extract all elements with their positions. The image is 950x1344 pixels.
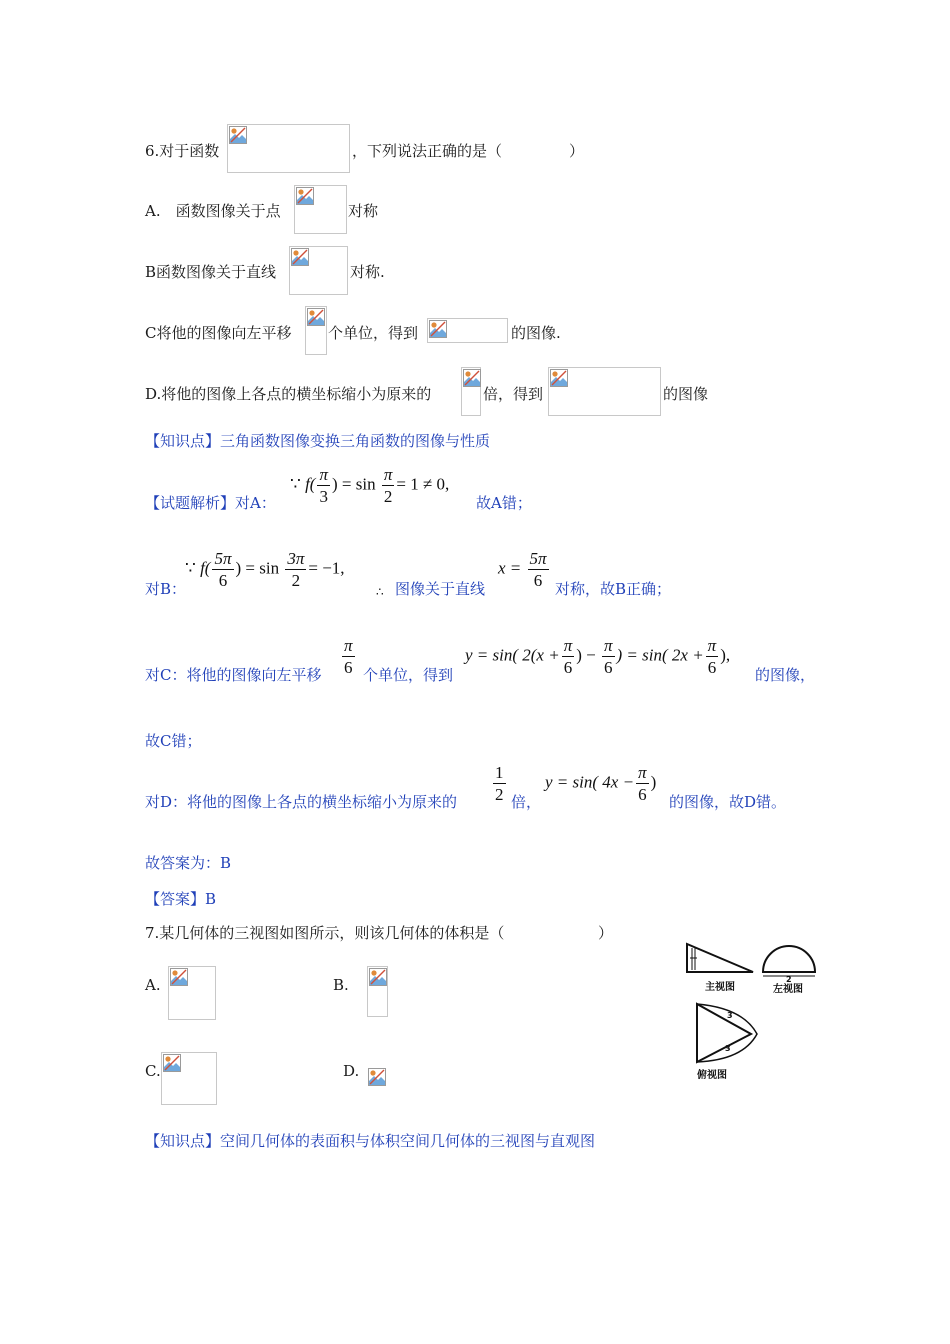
left-view <box>763 946 815 976</box>
broken-image-icon <box>170 968 188 986</box>
q6-solution-b-mid: 图像关于直线 <box>395 580 486 598</box>
broken-image-icon <box>229 126 247 144</box>
q6-solution-b-end: 对称，故B正确； <box>555 580 672 598</box>
formula-image-placeholder <box>227 124 350 173</box>
denominator: 3 <box>319 487 328 506</box>
denominator: 2 <box>291 571 301 590</box>
formula-image-placeholder <box>427 318 508 343</box>
formula-image-placeholder <box>294 185 347 234</box>
q6-option-a-end: 对称 <box>348 202 379 220</box>
formula-image-placeholder <box>548 367 661 416</box>
q6-stem-paren: ） <box>569 142 585 160</box>
broken-image-icon <box>368 1068 386 1086</box>
denominator: 6 <box>344 658 353 677</box>
left-view-label: 左视图 <box>773 984 803 995</box>
q7-option-c-label: C. <box>145 1062 161 1080</box>
formula-line-x <box>498 550 551 589</box>
formula-image-placeholder <box>305 306 327 355</box>
q6-option-d-end: 的图像 <box>663 385 709 403</box>
fraction <box>528 550 549 589</box>
q6-option-d: D.将他的图像上各点的横坐标缩小为原来的 <box>145 385 432 403</box>
q6-solution-c-cont: 故C错； <box>145 732 202 750</box>
fraction <box>493 764 506 803</box>
q6-solution-b-label: 对B： <box>145 580 187 598</box>
denominator: 2 <box>495 785 504 804</box>
formula-text: f( <box>305 474 316 494</box>
numerator: π <box>707 636 717 655</box>
formula-solution-b <box>185 550 345 589</box>
q6-option-c-end: 的图像. <box>511 324 561 342</box>
formula-image-placeholder <box>367 966 388 1017</box>
q6-knowledge-point: 【知识点】三角函数图像变换三角函数的图像与性质 <box>145 432 491 450</box>
q6-solution-a-end: 故A错； <box>476 494 532 512</box>
three-view-diagram <box>683 938 833 1083</box>
formula-image-placeholder <box>368 1068 388 1088</box>
fraction <box>562 637 575 676</box>
formula-text: ) = sin <box>332 474 376 494</box>
broken-image-icon <box>550 369 568 387</box>
q6-solution-c-mid: 个单位，得到 <box>363 666 454 684</box>
q7-knowledge-point: 【知识点】空间几何体的表面积与体积空间几何体的三视图与直观图 <box>145 1132 596 1150</box>
formula-text: = 1 ≠ 0, <box>396 474 450 494</box>
q6-option-a: A. 函数图像关于点 <box>145 202 281 220</box>
q6-stem: 6.对于函数 <box>145 142 220 160</box>
denominator: 6 <box>533 571 543 590</box>
numerator: π <box>344 636 353 655</box>
broken-image-icon <box>163 1054 181 1072</box>
denominator: 6 <box>218 571 228 590</box>
formula-half <box>491 764 508 803</box>
formula-image-placeholder <box>168 966 216 1020</box>
because-symbol: ∵ <box>185 558 196 578</box>
q6-solution-c-label: 对C：将他的图像向左平移 <box>145 666 322 684</box>
broken-image-icon <box>291 248 309 266</box>
broken-image-icon <box>307 308 325 326</box>
denominator: 6 <box>604 658 613 677</box>
formula-text: x = <box>498 558 522 578</box>
formula-solution-d <box>545 764 656 803</box>
denominator: 6 <box>707 658 717 677</box>
fraction <box>285 550 306 589</box>
q7-option-d-label: D. <box>343 1062 360 1080</box>
q6-option-c: C将他的图像向左平移 <box>145 324 292 342</box>
broken-image-icon <box>429 320 447 338</box>
numerator: π <box>603 636 613 655</box>
numerator: π <box>319 465 328 484</box>
fraction <box>706 637 719 676</box>
formula-text: ) = sin( 2x + <box>616 645 704 665</box>
q6-solution-label: 【试题解析】对A： <box>145 494 276 512</box>
broken-image-icon <box>463 369 481 387</box>
formula-text: y = sin( 4x − <box>545 772 635 792</box>
q6-stem-cont: ，下列说法正确的是（ <box>352 142 503 160</box>
q6-option-d-mid: 倍，得到 <box>483 385 544 403</box>
formula-text: = −1, <box>308 558 345 578</box>
top-dimension-label: 3 <box>727 1011 733 1020</box>
q6-solution-d-mid: 倍， <box>511 793 542 811</box>
fraction <box>382 466 395 505</box>
formula-text: f( <box>200 558 211 578</box>
formula-text: y = sin( 2(x + <box>465 645 560 665</box>
top-view-label: 俯视图 <box>697 1070 727 1081</box>
formula-image-placeholder <box>289 246 348 295</box>
denominator: 6 <box>638 785 647 804</box>
numerator: 5π <box>529 549 547 568</box>
numerator: 1 <box>495 763 504 782</box>
q7-stem-paren: ） <box>598 924 614 942</box>
numerator: 3π <box>287 549 305 568</box>
therefore-symbol: ∴ <box>376 585 384 599</box>
q6-solution-c-end: 的图像， <box>755 666 816 684</box>
q6-solution-d-end: 的图像，故D错。 <box>669 793 787 811</box>
q7-option-b-label: B. <box>333 976 349 994</box>
formula-image-placeholder <box>461 367 481 416</box>
q6-answer: 【答案】B <box>145 890 217 908</box>
q6-conclusion: 故答案为：B <box>145 854 232 872</box>
fraction <box>317 466 330 505</box>
formula-text: ) <box>650 772 657 792</box>
front-view-label: 主视图 <box>705 982 735 993</box>
numerator: π <box>383 465 393 484</box>
q6-option-b: B函数图像关于直线 <box>145 263 277 281</box>
formula-text: ) = sin <box>235 558 280 578</box>
formula-text: ) − <box>576 645 596 665</box>
left-dimension-label: 2 <box>786 975 792 984</box>
fraction <box>212 550 233 589</box>
front-view <box>687 944 753 972</box>
because-symbol: ∵ <box>290 474 301 494</box>
numerator: π <box>563 636 573 655</box>
fraction <box>602 637 615 676</box>
formula-image-placeholder <box>161 1052 217 1105</box>
fraction <box>636 764 649 803</box>
q6-option-c-mid: 个单位，得到 <box>328 324 419 342</box>
formula-solution-a <box>290 466 449 505</box>
formula-text: ), <box>720 645 731 665</box>
broken-image-icon <box>296 187 314 205</box>
denominator: 6 <box>563 658 573 677</box>
q6-option-b-end: 对称. <box>350 263 385 281</box>
q6-solution-d-label: 对D：将他的图像上各点的横坐标缩小为原来的 <box>145 793 458 811</box>
numerator: 5π <box>214 549 232 568</box>
fraction <box>342 637 355 676</box>
formula-solution-c <box>465 637 730 676</box>
q7-option-a-label: A. <box>145 976 161 994</box>
numerator: π <box>638 763 647 782</box>
denominator: 2 <box>383 487 393 506</box>
broken-image-icon <box>369 968 387 986</box>
formula-shift <box>340 637 357 676</box>
q7-stem: 7.某几何体的三视图如图所示，则该几何体的体积是（ <box>145 924 505 942</box>
top-dimension-label: 3 <box>725 1044 731 1053</box>
